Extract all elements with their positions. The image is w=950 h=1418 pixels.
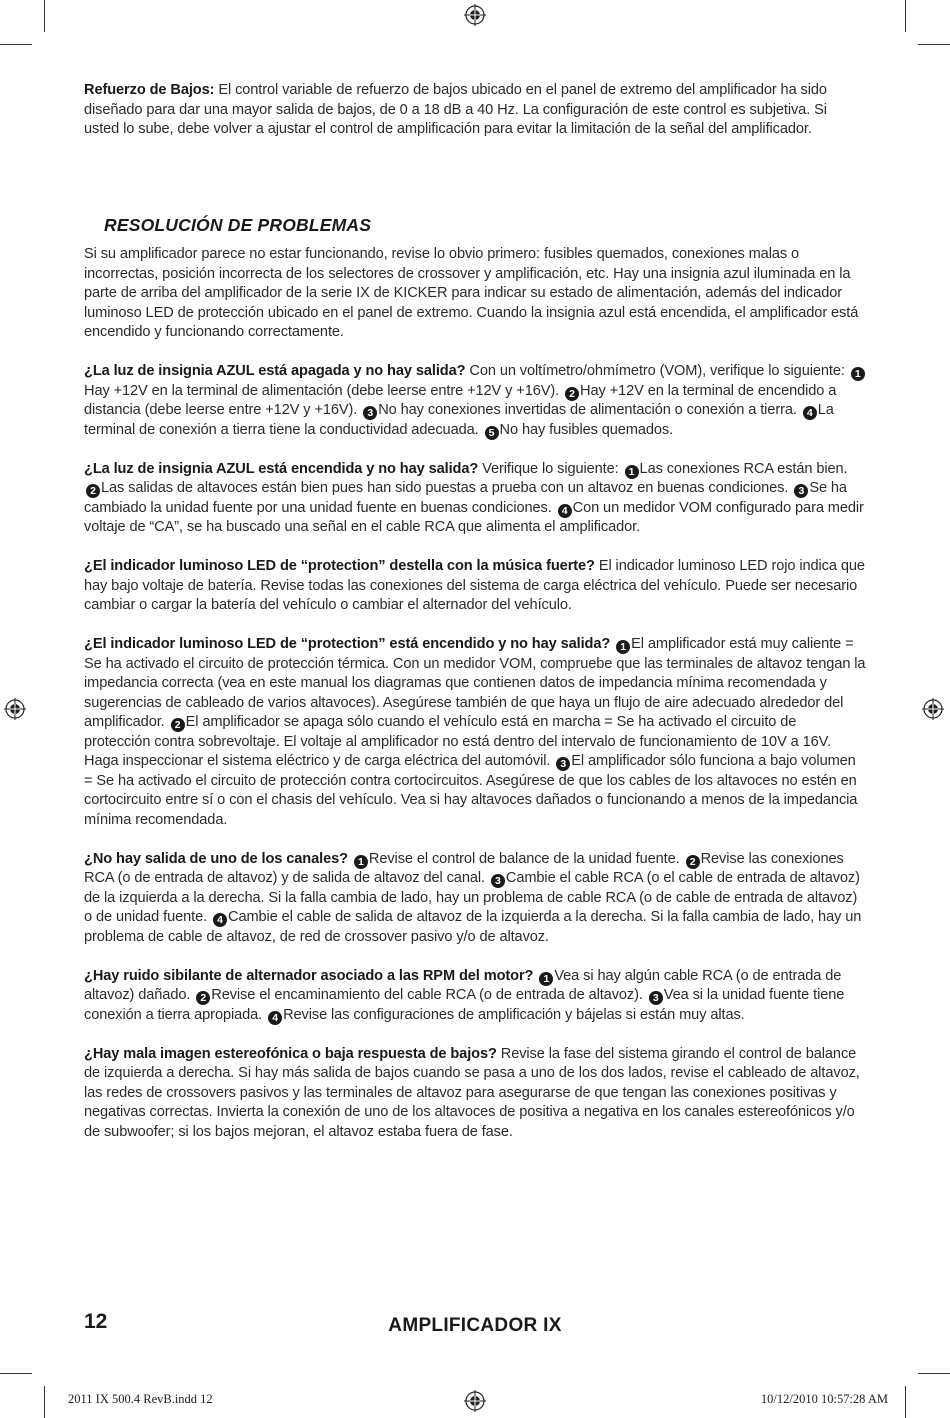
registration-mark-icon: [464, 1390, 486, 1412]
step-number-badge: 3: [363, 406, 377, 420]
step-text: Cambie el cable RCA (o el cable de entrada de altavoz) de la izquierda a la derecha. Si la falla cambia de lado, hay un problema de cable RCA (o de cable de entrada de altavoz) o de unidad fuente.: [84, 870, 860, 925]
step-text: Revise las configuraciones de amplificación y bájelas si están muy altas.: [283, 1006, 745, 1023]
step-text: Hay +12V en la terminal de encendido a distancia (debe leerse entre +12V y +16V).: [84, 382, 837, 418]
step-text: Vea si la unidad fuente tiene conexión a tierra apropiada.: [84, 987, 845, 1023]
crop-mark: [0, 1373, 32, 1374]
step-text: Vea si hay algún cable RCA (o de entrada de altavoz) dañado.: [84, 967, 842, 1003]
faq-answer: Con un voltímetro/ohmímetro (VOM), verifique lo siguiente:: [465, 363, 849, 379]
faq-item: [84, 967, 866, 1026]
crop-mark: [44, 1386, 45, 1418]
step-number-badge: 4: [803, 406, 817, 420]
registration-mark-icon: [922, 698, 944, 720]
faq-item: [84, 557, 866, 616]
page-content: [84, 81, 866, 1162]
step-number-badge: 1: [625, 465, 639, 479]
step-text: No hay fusibles quemados.: [499, 421, 674, 438]
step-number-badge: 2: [171, 718, 185, 732]
step-number-badge: 2: [686, 855, 700, 869]
step-text: Con un medidor VOM configurado para medir voltaje de “CA”, se ha buscado una señal en el cable RCA que alimenta el amplificador.: [84, 499, 864, 535]
crop-mark: [918, 44, 950, 45]
footer-title: AMPLIFICADOR IX: [388, 1315, 562, 1336]
crop-mark: [905, 0, 906, 32]
page-number: 12: [84, 1310, 108, 1333]
faq-answer: [533, 968, 537, 984]
step-text: Cambie el cable de salida de altavoz de la izquierda a la derecha. Si la falla cambia de lado, hay un problema de cable de altavoz, de red de crossover pasivo y/o de altavoz.: [84, 909, 862, 945]
step-text: Revise el encaminamiento del cable RCA (o de entrada de altavoz).: [211, 987, 647, 1003]
faq-item: [84, 850, 866, 948]
step-text: Las salidas de altavoces están bien pues han sido puestas a prueba con un altavoz en buenas condiciones.: [101, 480, 793, 496]
faq-item: [84, 1045, 866, 1143]
bass-boost-text: El control variable de refuerzo de bajos ubicado en el panel de extremo del amplificador ha sido diseñado para dar una mayor salida de bajos, de 0 a 18 dB a 40 Hz. La configuración de este control es subjetiva. Si usted lo sube, debe volver a ajustar el control de amplificación para evitar la limitación de la señal del amplificador.: [84, 82, 827, 137]
faq-answer: [610, 636, 614, 652]
step-number-badge: 1: [354, 855, 368, 869]
faq-item: [84, 460, 866, 538]
step-number-badge: 4: [558, 504, 572, 518]
step-text: El amplificador se apaga sólo cuando el vehículo está en marcha = Se ha activado el circuito de protección contra sobrevoltaje. El voltaje al amplificador no está dentro del intervalo de funcionamiento de 10V a 16V. Haga inspeccionar el sistema eléctrico y de carga eléctrica del automóvil.: [84, 714, 831, 769]
step-number-badge: 4: [268, 1011, 282, 1025]
step-text: El amplificador está muy caliente = Se ha activado el circuito de protección térmica. Con un medidor VOM, compruebe que las terminales de altavoz tengan la impedancia correcta (vea en este manual los diagramas que contienen datos de impedancia mínima recomendada y sugerencias de cableado de varios altavoces). Asegúrese también de que haya un flujo de aire adecuado alrededor del amplificador.: [84, 636, 866, 730]
faq-question: ¿El indicador luminoso LED de “protection” está encendido y no hay salida?: [84, 636, 611, 652]
step-text: La terminal de conexión a tierra tiene la conductividad adecuada.: [84, 402, 834, 438]
crop-mark: [918, 1373, 950, 1374]
crop-mark: [905, 1386, 906, 1418]
crop-mark: [44, 0, 45, 32]
crop-mark: [0, 44, 32, 45]
faq-answer: [348, 851, 352, 867]
section-title: RESOLUCIÓN DE PROBLEMAS: [104, 214, 372, 235]
faq-item: [84, 635, 866, 830]
faq-question: ¿El indicador luminoso LED de “protection” destella con la música fuerte?: [84, 558, 595, 574]
step-number-badge: 1: [616, 640, 630, 654]
bass-boost-title: Refuerzo de Bajos:: [84, 82, 215, 98]
faq-answer: El indicador luminoso LED rojo indica que hay bajo voltaje de batería. Revise todas las conexiones del sistema de carga eléctrica del vehículo. Puede ser necesario cambiar o cargar la batería del vehículo o cambiar el alternador del vehículo.: [84, 558, 865, 613]
step-number-badge: 5: [485, 426, 499, 440]
step-text: Se ha cambiado la unidad fuente por una unidad fuente en buenas condiciones.: [84, 480, 847, 516]
step-text: No hay conexiones invertidas de alimentación o conexión a tierra.: [378, 402, 801, 418]
faq-answer: Verifique lo siguiente:: [478, 460, 623, 477]
step-number-badge: 1: [851, 367, 865, 381]
faq-list: [84, 362, 866, 1142]
step-number-badge: 3: [556, 757, 570, 771]
faq-question: ¿Hay ruido sibilante de alternador asociado a las RPM del motor?: [84, 967, 534, 984]
step-number-badge: 2: [196, 991, 210, 1005]
step-text: Las conexiones RCA están bien.: [639, 460, 848, 477]
slug-file: 2011 IX 500.4 RevB.indd 12: [68, 1392, 213, 1406]
step-text: Revise el control de balance de la unidad fuente.: [368, 850, 684, 867]
registration-mark-icon: [4, 698, 26, 720]
step-number-badge: 1: [539, 972, 553, 986]
step-text: Hay +12V en la terminal de alimentación (debe leerse entre +12V y +16V).: [84, 382, 564, 399]
step-number-badge: 3: [649, 991, 663, 1005]
step-number-badge: 2: [565, 387, 579, 401]
bass-boost-paragraph: [84, 81, 866, 140]
slug-date: 10/12/2010 10:57:28 AM: [760, 1392, 888, 1406]
faq-answer: Revise la fase del sistema girando el control de balance de izquierda a derecha. Si hay más salida de bajos cuando se pasa a uno de los dos lados, revise el cableado de altavoz, las redes de crossovers pasivos y las terminales de altavoz para asegurarse de que tengan las conexiones positivas y negativas correctas. Invierta la conexión de uno de los altavoces de positiva a negativa en los canales estereofónicos y/o de subwoofer; si los bajos mejoran, el altavoz estaba fuera de fase.: [84, 1045, 860, 1140]
step-number-badge: 4: [213, 913, 227, 927]
faq-question: ¿La luz de insignia AZUL está apagada y no hay salida?: [84, 363, 466, 379]
faq-question: ¿Hay mala imagen estereofónica o baja respuesta de bajos?: [84, 1045, 497, 1062]
faq-question: ¿La luz de insignia AZUL está encendida y no hay salida?: [84, 460, 479, 477]
faq-question: ¿No hay salida de uno de los canales?: [84, 850, 348, 867]
faq-item: [84, 362, 866, 440]
troubleshooting-intro: Si su amplificador parece no estar funcionando, revise lo obvio primero: fusibles quemados, conexiones malas o incorrectas, posición incorrecta de los selectores de crossover y amplificación, etc. Hay una insignia azul iluminada en la parte de arriba del amplificador de la serie IX de KICKER para indicar su estado de alimentación, además del indicador luminoso LED de protección ubicado en el panel de extremo. Cuando la insignia azul está encendida, el amplificador está encendido y funcionando correctamente.: [84, 246, 859, 340]
step-text: El amplificador sólo funciona a bajo volumen = Se ha activado el circuito de protección contra cortocircuitos. Asegúrese de que los cables de los altavoces no estén en cortocircuito entre sí o con el chasis del vehículo. Vea si hay altavoces dañados o funcionando a menos de la impedancia mínima recomendada.: [84, 753, 858, 828]
step-number-badge: 3: [491, 874, 505, 888]
step-number-badge: 3: [794, 484, 808, 498]
step-number-badge: 2: [86, 484, 100, 498]
step-text: Revise las conexiones RCA (o de entrada de altavoz) y de salida de altavoz del canal.: [84, 850, 844, 886]
registration-mark-icon: [464, 4, 486, 26]
